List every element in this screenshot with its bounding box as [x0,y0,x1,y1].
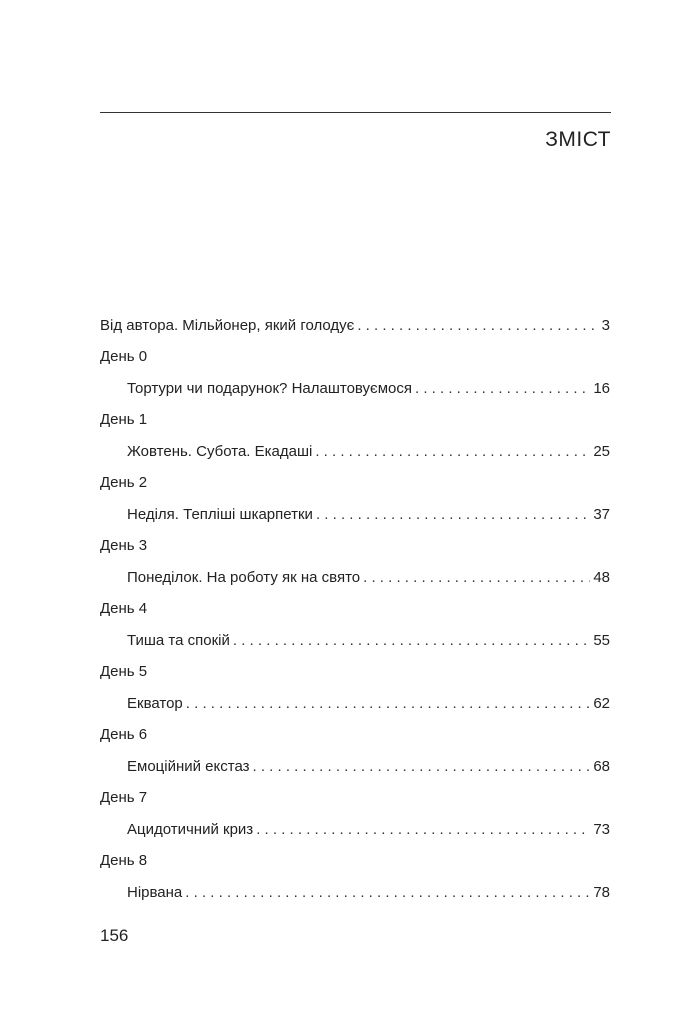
toc-entry-title: Емоційний екстаз [127,758,250,775]
toc-day-label: День 0 [100,348,148,365]
toc-entry [100,566,610,590]
toc-entry-title: Тиша та спокій [127,632,230,649]
toc-entry-title: Неділя. Тепліші шкарпетки [127,506,313,523]
toc-entry-title: Від автора. Мільйонер, який голодує [100,317,355,334]
toc-page-number: 78 [593,884,610,901]
header-rule [100,112,611,113]
toc-page-number: 55 [593,632,610,649]
toc-entry [100,818,610,842]
toc-entry-title: Жовтень. Субота. Екадаші [127,443,313,460]
table-of-contents [100,314,610,912]
toc-day-heading [100,849,610,873]
toc-page-number: 68 [593,758,610,775]
toc-day-label: День 3 [100,537,148,554]
toc-entry [100,503,610,527]
toc-entry-title: Екватор [127,695,183,712]
toc-entry-title: Понеділок. На роботу як на свято [127,569,361,586]
toc-day-heading [100,597,610,621]
toc-entry [100,629,610,653]
toc-day-label: День 5 [100,663,148,680]
toc-day-label: День 7 [100,789,148,806]
toc-entry-title: Ацидотичний криз [127,821,254,838]
toc-day-heading [100,723,610,747]
dot-leader [357,314,598,338]
dot-leader [415,377,590,401]
dot-leader [233,629,590,653]
toc-day-label: День 4 [100,600,148,617]
toc-page-number: 73 [593,821,610,838]
dot-leader [186,692,591,716]
toc-day-heading [100,471,610,495]
dot-leader [315,440,590,464]
dot-leader [316,503,590,527]
dot-leader [253,755,591,779]
toc-day-label: День 8 [100,852,148,869]
toc-entry [100,881,610,905]
toc-entry-intro [100,314,610,338]
toc-page-number: 16 [593,380,610,397]
toc-entry [100,755,610,779]
toc-day-heading [100,786,610,810]
toc-entry [100,377,610,401]
toc-day-label: День 1 [100,411,148,428]
toc-entry-title: Тортури чи подарунок? Налаштовуємося [127,380,412,397]
toc-entry [100,692,610,716]
toc-day-heading [100,534,610,558]
page-title: ЗМІСТ [545,128,611,151]
toc-entry [100,440,610,464]
toc-day-heading [100,660,610,684]
dot-leader [256,818,590,842]
toc-day-label: День 2 [100,474,148,491]
page-number: 156 [100,926,129,945]
toc-day-heading [100,408,610,432]
dot-leader [363,566,590,590]
toc-entry-title: Нірвана [127,884,183,901]
toc-page-number: 3 [601,317,610,334]
toc-page-number: 25 [593,443,610,460]
toc-day-heading [100,345,610,369]
toc-page-number: 37 [593,506,610,523]
dot-leader [185,881,590,905]
toc-page-number: 48 [593,569,610,586]
toc-day-label: День 6 [100,726,148,743]
toc-page-number: 62 [593,695,610,712]
